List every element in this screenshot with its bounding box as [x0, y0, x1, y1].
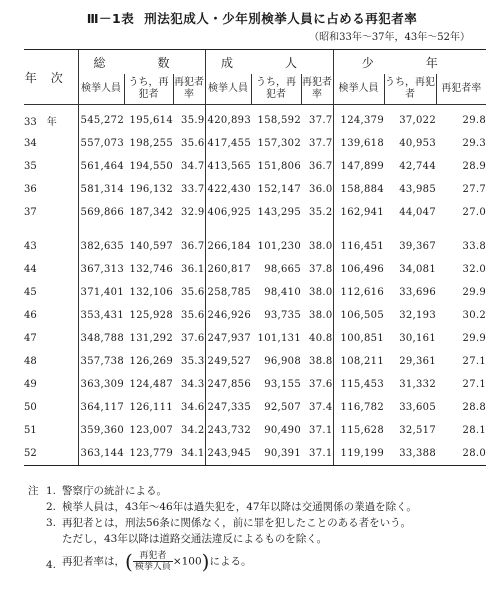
arrests-cell: 139,618 [333, 132, 384, 155]
note-item [28, 531, 488, 547]
note-text: 検挙人員は，43年～46年は過失犯を，47年以降は交通関係の業過を除く。 [62, 501, 417, 513]
table-row [24, 105, 486, 133]
note-item [28, 499, 488, 515]
arrests-cell: 422,430 [205, 178, 251, 201]
arrests-cell: 581,314 [78, 178, 124, 201]
col-header-rate: 再犯者率 [301, 74, 333, 105]
rate-cell: 30.2 [462, 310, 486, 321]
year-cell: 52 [24, 442, 78, 466]
arrests-cell: 406,925 [205, 201, 251, 224]
col-header-arrests: 検挙人員 [78, 74, 124, 105]
rate-cell: 36.7 [181, 241, 205, 252]
col-header-reoffenders: うち，再犯者 [124, 74, 173, 105]
reoffenders-cell: 98,410 [264, 287, 301, 298]
rate-cell: 29.9 [462, 333, 486, 344]
note-number: 2. [46, 501, 57, 513]
rate-cell: 34.2 [181, 425, 205, 436]
rate-cell: 35.9 [181, 115, 205, 126]
rate-cell: 34.3 [181, 379, 205, 390]
arrests-cell: 108,211 [333, 350, 384, 373]
reoffenders-cell: 44,047 [399, 207, 436, 218]
rate-cell: 35.6 [181, 138, 205, 149]
rate-cell: 29.8 [462, 115, 486, 126]
note-item [28, 483, 488, 499]
note-text: 警察庁の統計による。 [62, 485, 167, 497]
reoffenders-cell: 32,193 [399, 310, 436, 321]
row-gap [24, 224, 486, 235]
arrests-cell: 545,272 [78, 105, 124, 133]
table-row [24, 258, 486, 281]
rate-cell: 28.9 [462, 161, 486, 172]
reoffenders-cell: 124,487 [129, 379, 173, 390]
rate-cell: 28.0 [436, 442, 486, 466]
rate-cell: 29.3 [462, 138, 486, 149]
year-cell: 34 [24, 138, 37, 149]
reoffenders-cell: 33,696 [399, 287, 436, 298]
rate-cell: 29.9 [462, 287, 486, 298]
reoffenders-cell: 196,132 [129, 184, 173, 195]
arrests-cell: 249,527 [205, 350, 251, 373]
arrests-cell: 557,073 [78, 132, 124, 155]
arrests-cell: 116,782 [333, 396, 384, 419]
arrests-cell: 158,884 [333, 178, 384, 201]
gap-cell [205, 224, 251, 235]
rate-cell: 37.7 [309, 138, 333, 149]
year-cell: 35 [24, 161, 37, 172]
table-row [24, 132, 486, 155]
fraction-numerator: 再犯者 [133, 551, 173, 562]
rate-cell: 38.8 [309, 356, 333, 367]
table-title-text: 刑法犯成人・少年別検挙人員に占める再犯者率 [144, 11, 418, 26]
arrests-cell: 266,184 [205, 235, 251, 258]
rate-cell: 37.1 [301, 442, 333, 466]
reoffenders-cell: 90,490 [264, 425, 301, 436]
header-column-row [24, 74, 486, 105]
rate-cell: 38.0 [309, 241, 333, 252]
note-text: ただし，43年以降は道路交通法違反によるものを除く。 [62, 533, 328, 545]
gap-cell [124, 224, 173, 235]
col-header-rate: 再犯者率 [173, 74, 205, 105]
arrests-cell: 162,941 [333, 201, 384, 224]
gap-cell [251, 224, 301, 235]
reoffenders-cell: 90,391 [251, 442, 301, 466]
arrests-cell: 147,899 [333, 155, 384, 178]
fraction-denominator: 検挙人員 [134, 562, 171, 572]
reoffenders-cell: 187,342 [129, 207, 173, 218]
arrests-cell: 243,945 [205, 442, 251, 466]
reoffenders-cell: 158,592 [257, 115, 301, 126]
reoffenders-cell: 140,597 [129, 241, 173, 252]
reoffenders-cell: 198,255 [129, 138, 173, 149]
arrests-cell: 112,616 [333, 281, 384, 304]
arrests-cell: 247,856 [205, 373, 251, 396]
left-paren: ( [125, 549, 133, 574]
year-cell: 36 [24, 184, 37, 195]
rate-cell: 35.6 [181, 310, 205, 321]
rate-cell: 37.6 [181, 333, 205, 344]
rate-cell: 28.8 [462, 402, 486, 413]
rate-cell: 38.0 [309, 310, 333, 321]
reoffenders-cell: 33,605 [399, 402, 436, 413]
gap-cell [301, 224, 333, 235]
table-row [24, 419, 486, 442]
reoffenders-cell: 126,269 [129, 356, 173, 367]
year-cell: 48 [24, 356, 37, 367]
rate-cell: 37.4 [309, 402, 333, 413]
table-row [24, 327, 486, 350]
table-row [24, 178, 486, 201]
year-cell: 44 [24, 264, 37, 275]
year-cell: 49 [24, 379, 37, 390]
rate-cell: 40.8 [309, 333, 333, 344]
rate-cell: 34.7 [181, 161, 205, 172]
right-paren: ) [201, 549, 210, 574]
reoffenders-cell: 30,161 [399, 333, 436, 344]
rate-cell: 37.7 [309, 115, 333, 126]
note-text: による。 [209, 555, 252, 568]
gap-cell [384, 224, 436, 235]
rate-cell: 35.3 [181, 356, 205, 367]
notes-section [28, 483, 488, 572]
table-row [24, 281, 486, 304]
group-header-total: 総 数 [78, 50, 205, 75]
arrests-cell: 124,379 [333, 105, 384, 133]
rate-cell: 38.0 [309, 287, 333, 298]
reoffenders-cell: 132,746 [129, 264, 173, 275]
arrests-cell: 115,628 [333, 419, 384, 442]
reoffenders-cell: 123,007 [129, 425, 173, 436]
gap-cell [333, 224, 384, 235]
table-row [24, 235, 486, 258]
reoffenders-cell: 101,131 [257, 333, 301, 344]
header-group-row [24, 50, 486, 75]
table-subtitle: （昭和33年～37年，43年～52年） [309, 32, 470, 43]
arrests-cell: 246,926 [205, 304, 251, 327]
reoffenders-cell: 152,147 [257, 184, 301, 195]
arrests-cell: 243,732 [205, 419, 251, 442]
arrests-cell: 348,788 [78, 327, 124, 350]
arrests-cell: 420,893 [205, 105, 251, 133]
note-item [28, 551, 488, 572]
year-cell: 47 [24, 333, 37, 344]
rate-cell: 28.1 [462, 425, 486, 436]
rate-cell: 35.6 [181, 287, 205, 298]
rate-cell: 35.2 [309, 207, 333, 218]
table-row [24, 396, 486, 419]
rate-cell: 27.0 [462, 207, 486, 218]
col-header-reoffenders: うち，再犯者 [251, 74, 301, 105]
arrests-cell: 417,455 [205, 132, 251, 155]
arrests-cell: 364,117 [78, 396, 124, 419]
year-cell: 46 [24, 310, 37, 321]
year-cell: 50 [24, 402, 37, 413]
arrests-cell: 569,866 [78, 201, 124, 224]
reoffenders-cell: 143,295 [257, 207, 301, 218]
gap-cell [173, 224, 205, 235]
table-row [24, 442, 486, 466]
rate-cell: 33.7 [181, 184, 205, 195]
rate-cell: 37.1 [309, 425, 333, 436]
year-cell: 33 年 [24, 117, 57, 128]
reoffenders-cell: 151,806 [257, 161, 301, 172]
rate-cell: 33.8 [462, 241, 486, 252]
arrests-cell: 260,817 [205, 258, 251, 281]
table-row [24, 373, 486, 396]
rate-formula-fraction [133, 551, 173, 572]
arrests-cell: 116,451 [333, 235, 384, 258]
rate-cell: 27.1 [462, 356, 486, 367]
arrests-cell: 367,313 [78, 258, 124, 281]
rate-cell: 32.9 [181, 207, 205, 218]
rate-cell: 37.6 [309, 379, 333, 390]
reoffenders-cell: 93,735 [264, 310, 301, 321]
group-header-juvenile: 少 年 [333, 50, 486, 75]
reoffenders-cell: 31,332 [399, 379, 436, 390]
year-cell: 51 [24, 425, 37, 436]
col-header-rate: 再犯者率 [436, 74, 486, 105]
reoffenders-cell: 195,614 [129, 115, 173, 126]
arrests-cell: 247,937 [205, 327, 251, 350]
arrests-cell: 363,144 [78, 442, 124, 466]
notes-label: 注 [28, 485, 39, 497]
reoffenders-cell: 131,292 [129, 333, 173, 344]
reoffenders-cell: 40,953 [399, 138, 436, 149]
arrests-cell: 382,635 [78, 235, 124, 258]
table-number: Ⅲ－1表 [86, 11, 135, 26]
arrests-cell: 413,565 [205, 155, 251, 178]
arrests-cell: 100,851 [333, 327, 384, 350]
year-cell: 43 [24, 241, 37, 252]
arrests-cell: 258,785 [205, 281, 251, 304]
reoffenders-cell: 101,230 [257, 241, 301, 252]
rate-cell: 36.1 [181, 264, 205, 275]
arrests-cell: 363,309 [78, 373, 124, 396]
reoffenders-cell: 29,361 [399, 356, 436, 367]
reoffenders-cell: 32,517 [399, 425, 436, 436]
reoffenders-cell: 98,665 [264, 264, 301, 275]
rate-cell: 37.8 [309, 264, 333, 275]
arrests-cell: 359,360 [78, 419, 124, 442]
table-title [0, 9, 504, 27]
table-row [24, 201, 486, 224]
col-header-arrests: 検挙人員 [333, 74, 384, 105]
reoffenders-cell: 93,155 [264, 379, 301, 390]
statistics-table [24, 49, 486, 466]
note-number: 4. [46, 559, 57, 571]
reoffenders-cell: 132,106 [129, 287, 173, 298]
gap-cell [436, 224, 486, 235]
rate-cell: 36.7 [309, 161, 333, 172]
rate-cell: 36.0 [309, 184, 333, 195]
table-row [24, 304, 486, 327]
reoffenders-cell: 194,550 [129, 161, 173, 172]
rate-cell: 27.1 [462, 379, 486, 390]
reoffenders-cell: 92,507 [264, 402, 301, 413]
gap-cell [24, 224, 78, 235]
arrests-cell: 353,431 [78, 304, 124, 327]
year-column-header: 年次 [24, 50, 78, 105]
year-cell: 37 [24, 207, 37, 218]
note-text: 再犯者とは，刑法56条に関係なく，前に罪を犯したことのある者をいう。 [62, 517, 412, 529]
reoffenders-cell: 39,367 [399, 241, 436, 252]
rate-cell: 32.0 [462, 264, 486, 275]
col-header-arrests: 検挙人員 [205, 74, 251, 105]
note-item [28, 515, 488, 531]
rate-cell: 34.1 [173, 442, 205, 466]
rate-cell: 34.6 [181, 402, 205, 413]
arrests-cell: 247,335 [205, 396, 251, 419]
note-text: 再犯者率は， [62, 555, 125, 568]
reoffenders-cell: 37,022 [399, 115, 436, 126]
reoffenders-cell: 125,928 [129, 310, 173, 321]
year-cell: 45 [24, 287, 37, 298]
rate-cell: 27.7 [462, 184, 486, 195]
reoffenders-cell: 33,388 [384, 442, 436, 466]
arrests-cell: 357,738 [78, 350, 124, 373]
reoffenders-cell: 126,111 [129, 402, 173, 413]
note-number: 3. [46, 517, 57, 529]
formula-multiplier: ×100 [172, 555, 202, 568]
arrests-cell: 106,496 [333, 258, 384, 281]
arrests-cell: 371,401 [78, 281, 124, 304]
arrests-cell: 106,505 [333, 304, 384, 327]
arrests-cell: 115,453 [333, 373, 384, 396]
reoffenders-cell: 157,302 [257, 138, 301, 149]
arrests-cell: 561,464 [78, 155, 124, 178]
reoffenders-cell: 42,744 [399, 161, 436, 172]
col-header-reoffenders: うち，再犯者 [384, 74, 436, 105]
reoffenders-cell: 96,908 [264, 356, 301, 367]
group-header-adult: 成 人 [205, 50, 333, 75]
gap-cell [78, 224, 124, 235]
arrests-cell: 119,199 [333, 442, 384, 466]
reoffenders-cell: 34,081 [399, 264, 436, 275]
reoffenders-cell: 123,779 [124, 442, 173, 466]
table-row [24, 155, 486, 178]
table-row [24, 350, 486, 373]
reoffenders-cell: 43,985 [399, 184, 436, 195]
note-number: 1. [46, 485, 57, 497]
